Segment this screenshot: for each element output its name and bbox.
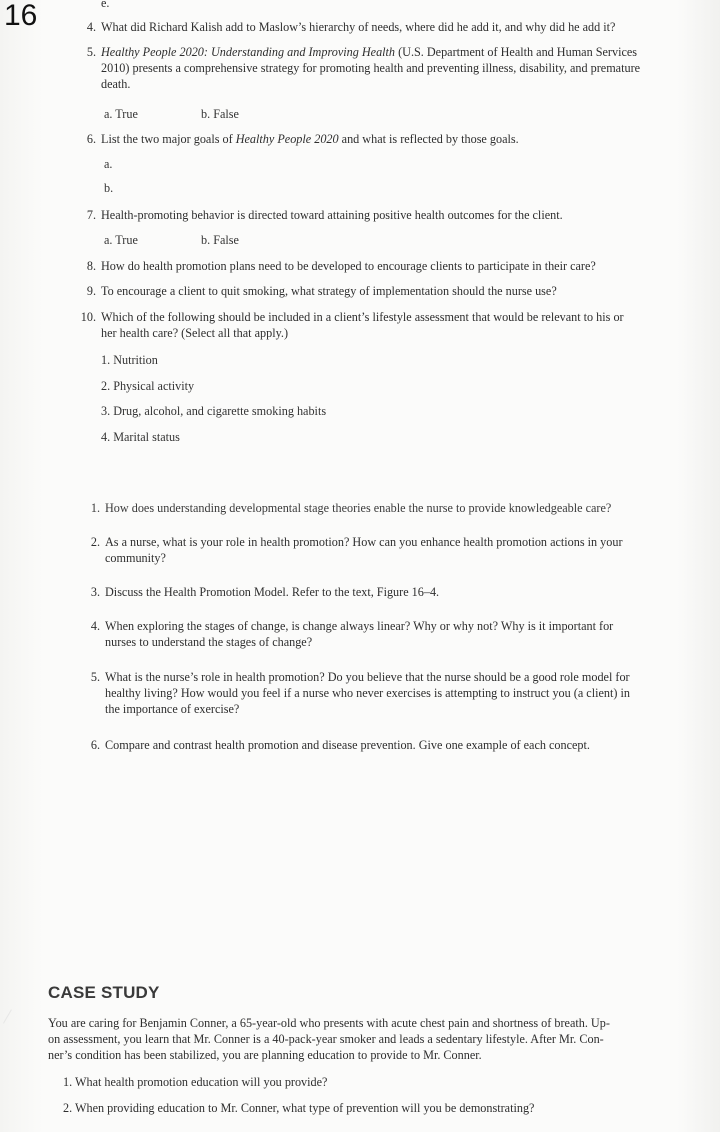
question-number: 4. <box>86 20 96 34</box>
question-10 <box>76 310 718 326</box>
discussion-question-4 <box>82 619 718 635</box>
question-number: 5. <box>90 670 100 684</box>
checklist-option-2: 2. Physical activity <box>101 379 195 393</box>
page-number: 16 <box>4 0 38 32</box>
case-study-line-1: You are caring for Benjamin Conner, a 65-year-old who presents with acute chest pain and shortness of breath. Up- <box>48 1016 610 1030</box>
question-text-end: and what is reflected by those goals. <box>338 132 519 146</box>
question-text: Which of the following should be included in a client’s lifestyle assessment that would be relevant to his or <box>101 310 624 324</box>
question-text: To encourage a client to quit smoking, what strategy of implementation should the nurse use? <box>101 284 557 298</box>
case-study-heading: CASE STUDY <box>48 983 160 1002</box>
question-number: 8. <box>86 259 96 273</box>
question-text: When exploring the stages of change, is change always linear? Why or why not? Why is it important for <box>105 619 614 633</box>
question-5-line3: death. <box>101 77 131 91</box>
question-title-italic: Healthy People 2020: Understanding and Improving Health <box>101 45 396 59</box>
question-text: (U.S. Department of Health and Human Services <box>395 45 638 59</box>
answer-option-true: a. True <box>104 107 138 121</box>
answer-option-false: b. False <box>201 233 239 247</box>
question-text: How does understanding developmental stage theories enable the nurse to provide knowledgeable care? <box>105 501 612 515</box>
question-text: What did Richard Kalish add to Maslow’s hierarchy of needs, where did he add it, and why did he add it? <box>101 20 616 34</box>
question-6 <box>78 132 718 148</box>
discussion-question-5-line2: healthy living? How would you feel if a nurse who never exercises is attempting to instruct you (a client) in <box>105 686 630 700</box>
checklist-option-3: 3. Drug, alcohol, and cigarette smoking habits <box>101 404 327 418</box>
item-e-label: e. <box>101 0 110 10</box>
discussion-question-6 <box>82 738 718 754</box>
answer-option-false: b. False <box>201 107 239 121</box>
checklist-option-4: 4. Marital status <box>101 430 180 444</box>
question-9 <box>78 284 718 300</box>
pen-mark <box>3 1009 24 1030</box>
question-text: How do health promotion plans need to be developed to encourage clients to participate in their care? <box>101 259 596 273</box>
discussion-question-2 <box>82 535 718 551</box>
question-number: 10. <box>80 310 96 324</box>
discussion-question-4-line2: nurses to understand the stages of change? <box>105 635 313 649</box>
question-number: 3. <box>90 585 100 599</box>
question-number: 2. <box>90 535 100 549</box>
question-number: 6. <box>90 738 100 752</box>
answer-blank-b: b. <box>104 181 114 195</box>
question-text: List the two major goals of <box>101 132 236 146</box>
question-title-italic: Healthy People 2020 <box>235 132 339 146</box>
case-study-question-2: 2. When providing education to Mr. Conner, what type of prevention will you be demonstrating? <box>63 1101 535 1115</box>
question-4 <box>78 20 718 36</box>
discussion-question-3 <box>82 585 718 601</box>
case-study-question-1: 1. What health promotion education will you provide? <box>63 1075 328 1089</box>
question-10-line2: her health care? (Select all that apply.) <box>101 326 289 340</box>
question-number: 6. <box>86 132 96 146</box>
question-7 <box>78 208 718 224</box>
question-text: What is the nurse’s role in health promotion? Do you believe that the nurse should be a good role model for <box>105 670 630 684</box>
question-5 <box>78 45 720 61</box>
question-number: 9. <box>86 284 96 298</box>
question-5-line2: 2010) presents a comprehensive strategy for promoting health and preventing illness, disability, and premature <box>101 61 641 75</box>
discussion-question-5-line3: the importance of exercise? <box>105 702 240 716</box>
question-text: Discuss the Health Promotion Model. Refer to the text, Figure 16–4. <box>105 585 440 599</box>
question-number: 7. <box>86 208 96 222</box>
question-text: Health-promoting behavior is directed toward attaining positive health outcomes for the client. <box>101 208 563 222</box>
answer-option-true: a. True <box>104 233 138 247</box>
case-study-line-3: ner’s condition has been stabilized, you are planning education to provide to Mr. Conner. <box>48 1048 482 1062</box>
question-number: 1. <box>90 501 100 515</box>
answer-blank-a: a. <box>104 157 113 171</box>
checklist-option-1: 1. Nutrition <box>101 353 158 367</box>
discussion-question-5 <box>82 670 718 686</box>
question-8 <box>78 259 718 275</box>
question-text: As a nurse, what is your role in health promotion? How can you enhance health promotion actions in your <box>105 535 623 549</box>
discussion-question-2-line2: community? <box>105 551 166 565</box>
discussion-question-1 <box>82 501 718 517</box>
question-number: 4. <box>90 619 100 633</box>
question-number: 5. <box>86 45 96 59</box>
question-text: Compare and contrast health promotion and disease prevention. Give one example of each concept. <box>105 738 590 752</box>
case-study-line-2: on assessment, you learn that Mr. Conner is a 40-pack-year smoker and leads a sedentary lifestyle. After Mr. Con- <box>48 1032 604 1046</box>
